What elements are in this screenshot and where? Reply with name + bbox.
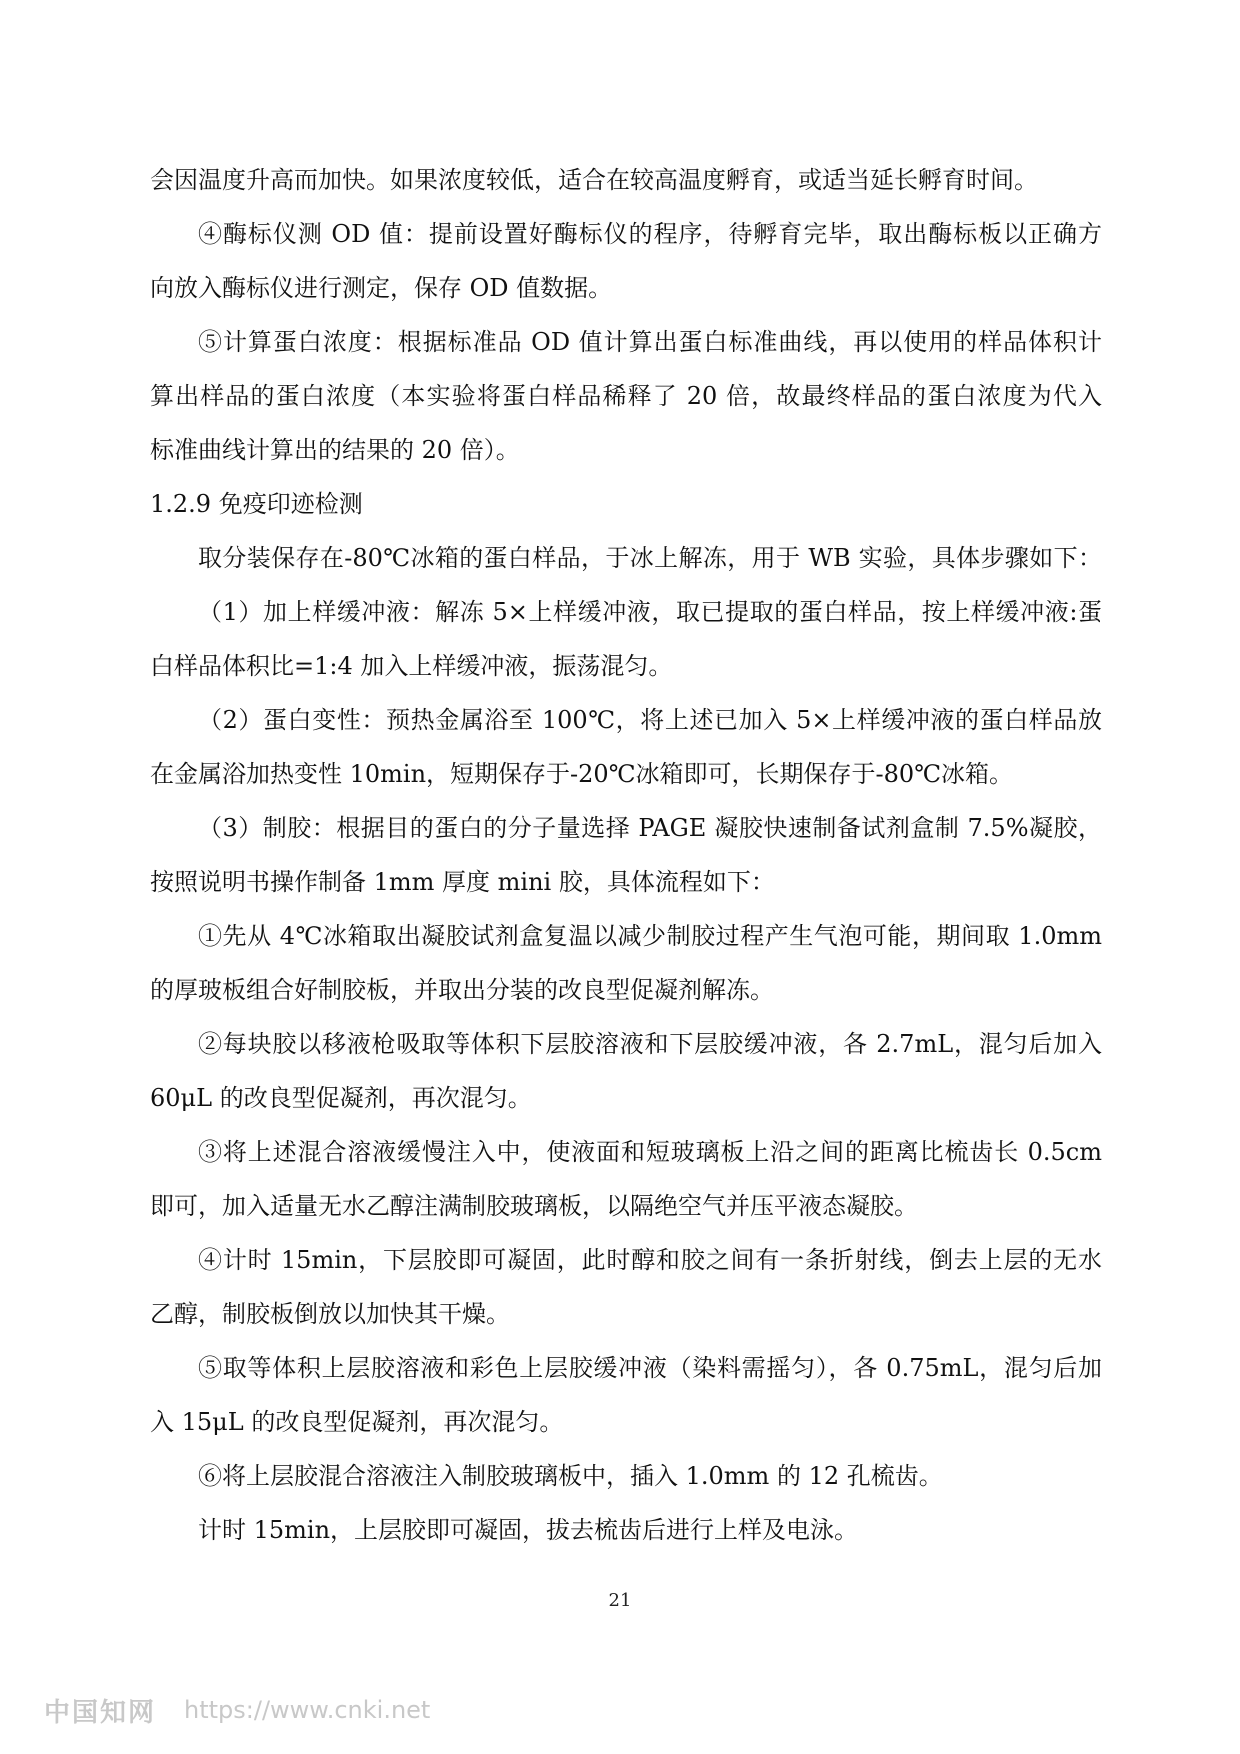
text-line-13: （3）制胶：根据目的蛋白的分子量选择 PAGE 凝胶快速制备试剂盒制 7.5%凝胶， <box>198 814 1102 842</box>
text-line-4: ⑤计算蛋白浓度：根据标准品 OD 值计算出蛋白标准曲线，再以使用的样品体积计 <box>198 328 1102 356</box>
cnki-logo: 中国知网 <box>44 1697 157 1728</box>
text-line-5: 算出样品的蛋白浓度（本实验将蛋白样品稀释了 20 倍，故最终样品的蛋白浓度为代入 <box>150 382 1102 410</box>
page-number: 21 <box>608 1590 632 1611</box>
text-line-24: 入 15μL 的改良型促凝剂，再次混匀。 <box>150 1408 564 1436</box>
text-line-2: ④酶标仪测 OD 值：提前设置好酶标仪的程序，待孵育完毕，取出酶标板以正确方 <box>198 220 1102 248</box>
text-line-1: 会因温度升高而加快。如果浓度较低，适合在较高温度孵育，或适当延长孵育时间。 <box>150 166 1038 194</box>
text-line-19: ③将上述混合溶液缓慢注入中，使液面和短玻璃板上沿之间的距离比梳齿长 0.5cm <box>198 1138 1102 1166</box>
text-line-10: 白样品体积比=1:4 加入上样缓冲液，振荡混匀。 <box>150 652 673 680</box>
text-line-3: 向放入酶标仪进行测定，保存 OD 值数据。 <box>150 274 613 302</box>
text-line-21: ④计时 15min，下层胶即可凝固，此时醇和胶之间有一条折射线，倒去上层的无水 <box>198 1246 1102 1274</box>
cnki-url: https://www.cnki.net <box>184 1696 431 1724</box>
text-line-11: （2）蛋白变性：预热金属浴至 100℃，将上述已加入 5×上样缓冲液的蛋白样品放 <box>198 706 1102 734</box>
text-line-14: 按照说明书操作制备 1mm 厚度 mini 胶，具体流程如下： <box>150 868 775 896</box>
text-line-23: ⑤取等体积上层胶溶液和彩色上层胶缓冲液（染料需摇匀），各 0.75mL，混匀后加 <box>198 1354 1102 1382</box>
text-line-26: 计时 15min，上层胶即可凝固，拔去梳齿后进行上样及电泳。 <box>198 1516 859 1544</box>
text-line-8: 取分装保存在-80℃冰箱的蛋白样品，于冰上解冻，用于 WB 实验，具体步骤如下： <box>198 544 1102 572</box>
text-line-6: 标准曲线计算出的结果的 20 倍）。 <box>150 436 520 464</box>
body-text <box>150 162 1102 1548</box>
text-line-16: 的厚玻板组合好制胶板，并取出分装的改良型促凝剂解冻。 <box>150 976 774 1004</box>
section-heading: 1.2.9 免疫印迹检测 <box>150 490 363 518</box>
text-line-15: ①先从 4℃冰箱取出凝胶试剂盒复温以减少制胶过程产生气泡可能，期间取 1.0mm <box>198 922 1102 950</box>
text-line-25: ⑥将上层胶混合溶液注入制胶玻璃板中，插入 1.0mm 的 12 孔梳齿。 <box>198 1462 943 1490</box>
text-line-9: （1）加上样缓冲液：解冻 5×上样缓冲液，取已提取的蛋白样品，按上样缓冲液:蛋 <box>198 598 1102 626</box>
text-line-20: 即可，加入适量无水乙醇注满制胶玻璃板，以隔绝空气并压平液态凝胶。 <box>150 1192 918 1220</box>
text-line-12: 在金属浴加热变性 10min，短期保存于-20℃冰箱即可，长期保存于-80℃冰箱。 <box>150 760 1014 788</box>
text-line-18: 60μL 的改良型促凝剂，再次混匀。 <box>150 1084 532 1112</box>
text-line-17: ②每块胶以移液枪吸取等体积下层胶溶液和下层胶缓冲液，各 2.7mL，混匀后加入 <box>198 1030 1102 1058</box>
text-line-22: 乙醇，制胶板倒放以加快其干燥。 <box>150 1300 510 1328</box>
cnki-watermark <box>44 1690 430 1730</box>
